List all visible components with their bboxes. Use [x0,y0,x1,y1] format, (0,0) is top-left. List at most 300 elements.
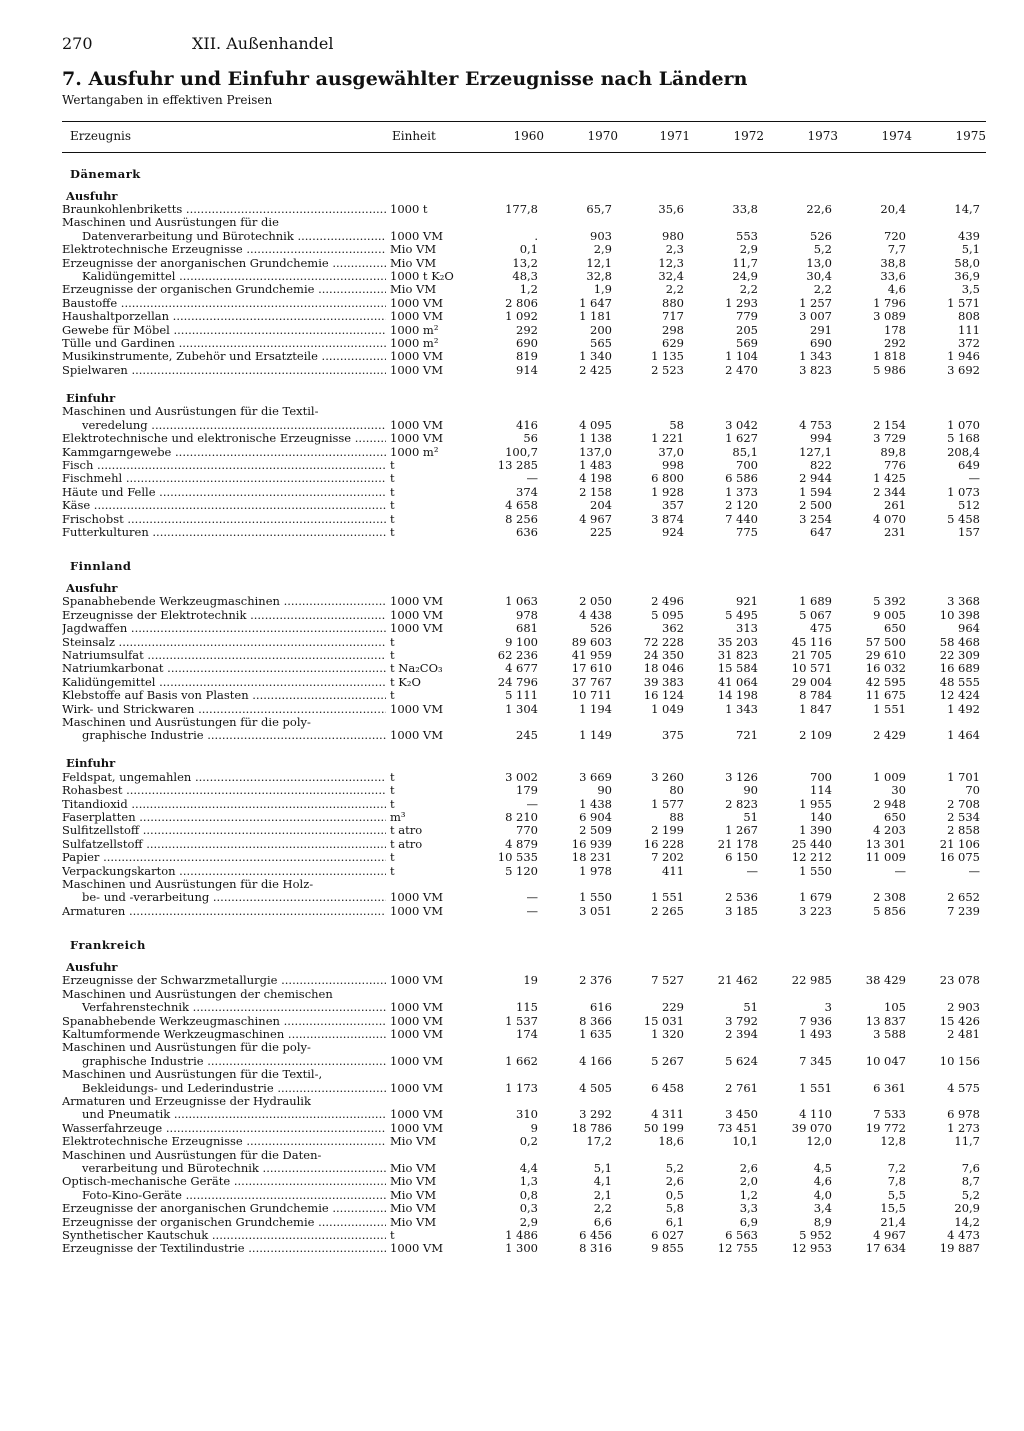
value-cell: 7,2 [887,1161,906,1175]
unit-cell: Mio VM [390,1135,437,1149]
empty-cell [472,1041,544,1054]
value-cell: 72 228 [643,635,684,649]
table-row [62,337,986,350]
value-cell: 569 [736,337,758,351]
unit-cell: 1000 VM [390,608,444,622]
table-row [62,974,986,987]
empty-cell [544,1095,618,1108]
unit-cell: t [390,770,395,784]
product-label: Kaltumformende Werkzeugmaschinen ..... [62,1028,386,1041]
value-cell: 6 563 [725,1229,758,1242]
value-cell: 5 267 [651,1054,684,1068]
value-cell: 1 049 [651,702,684,716]
empty-cell [472,716,544,729]
product-label: Kalidüngemittel ..... [82,270,386,283]
empty-cell [690,1041,764,1054]
product-label: Jagdwaffen ..... [62,622,386,635]
value-cell: 15 031 [643,1014,684,1028]
empty-cell [472,988,544,1001]
product-label: Armaturen ..... [62,905,386,918]
value-cell: 16 075 [939,851,980,865]
value-cell: 21,4 [880,1215,906,1229]
table-row [62,1175,986,1188]
value-cell: 4 753 [799,418,832,432]
product-name: Armaturen und Erzeugnisse der Hydraulik [62,1094,311,1108]
value-cell: 17 610 [571,662,612,676]
product-label: Kalidüngemittel ..... [62,676,386,689]
empty-cell [912,1068,986,1081]
value-cell: 225 [590,525,612,539]
value-cell: 14,7 [954,203,980,216]
product-name [62,1175,386,1188]
value-cell: 24 350 [643,648,684,662]
column-header-year: 1974 [838,122,912,153]
table-row [62,676,986,689]
product-label: Frischobst ..... [62,513,386,526]
value-cell: 111 [958,323,980,337]
value-cell: 2 948 [873,797,906,811]
value-cell: 6 027 [651,1229,684,1242]
value-cell: 700 [810,770,832,784]
product-label: Natriumkarbonat ..... [62,662,386,675]
value-cell: 775 [736,525,758,539]
unit-cell: 1000 VM [390,1081,444,1095]
value-cell: 808 [958,310,980,324]
value-cell: 5 495 [725,608,758,622]
product-label: Erzeugnisse der anorganischen Grundchemie ..... [62,257,386,270]
product-name [62,419,386,432]
value-cell: 88 [669,811,684,825]
value-cell: 11 675 [865,689,906,703]
product-label: Rohasbest ..... [62,784,386,797]
value-cell: 3 729 [873,432,906,446]
table-row [62,459,986,472]
value-cell: 80 [669,784,684,798]
table-row [62,283,986,296]
value-cell: 7 345 [799,1054,832,1068]
value-cell: 5 986 [873,363,906,377]
product-label: Erzeugnisse der anorganischen Grundchemie ..... [62,1202,386,1215]
table-row [62,824,986,837]
empty-cell [386,988,472,1001]
product-name [62,1108,386,1121]
value-cell: 721 [736,729,758,743]
value-cell: 11,7 [954,1135,980,1149]
table-row [62,636,986,649]
unit-cell: t [390,512,395,526]
flow-label: Einfuhr [66,756,116,771]
document-page [62,34,986,1256]
empty-cell [690,716,764,729]
value-cell: 616 [590,1001,612,1015]
value-cell: 1 149 [579,729,612,743]
value-cell: 73 451 [717,1121,758,1135]
value-cell: 1 551 [873,702,906,716]
empty-cell [544,405,618,418]
value-cell: 2 265 [651,904,684,918]
value-cell: 1 493 [799,1027,832,1041]
value-cell: 10,1 [732,1135,758,1149]
value-cell: 1 796 [873,296,906,310]
value-cell: 21 705 [791,648,832,662]
column-header-row [62,122,986,153]
value-cell: 1 425 [873,472,906,486]
product-name [62,1229,386,1242]
value-cell: 2 481 [947,1027,980,1041]
empty-cell [764,405,838,418]
value-cell: 647 [810,525,832,539]
empty-cell [472,405,544,418]
table-row [62,1082,986,1095]
value-cell: 6 800 [651,472,684,486]
product-name: Maschinen und Ausrüstungen für die Daten- [62,1148,322,1162]
value-cell: 512 [958,499,980,513]
value-cell: 21 462 [717,974,758,988]
value-cell: 115 [516,1001,538,1015]
empty-cell [912,216,986,229]
product-name [62,230,386,243]
table-row [62,609,986,622]
empty-cell [472,878,544,891]
value-cell: 51 [743,811,758,825]
product-name: Maschinen und Ausrüstungen für die Textil- [62,405,319,419]
table-row [62,784,986,797]
unit-cell: 1000 VM [390,729,444,743]
product-name [62,636,386,649]
value-cell: 6,9 [739,1215,758,1229]
value-cell: 1 073 [947,485,980,499]
value-cell: 42 595 [865,675,906,689]
value-cell: 4,6 [813,1175,832,1189]
unit-cell: 1000 VM [390,350,444,364]
unit-cell: 1000 VM [390,1121,444,1135]
table-row [62,499,986,512]
value-cell: 10 535 [497,851,538,865]
product-name [62,257,386,270]
table-row [62,419,986,432]
product-label: Synthetischer Kautschuk ..... [62,1229,386,1242]
value-cell: 3 002 [505,770,538,784]
product-label: Sulfitzellstoff ..... [62,824,386,837]
product-name [62,891,386,904]
product-name [62,350,386,363]
empty-cell [912,405,986,418]
product-name [62,1202,386,1215]
empty-cell [544,716,618,729]
unit-cell: Mio VM [390,256,437,270]
value-cell: 1,3 [519,1175,538,1189]
value-cell: 1 594 [799,485,832,499]
table-row [62,324,986,337]
value-cell: 5,1 [593,1161,612,1175]
value-cell: 10 571 [791,662,832,676]
value-cell: 12 755 [717,1242,758,1256]
unit-cell: t [390,864,395,878]
value-cell: 880 [662,296,684,310]
table-subtitle: Wertangaben in effektiven Preisen [62,93,273,107]
value-cell: 7,8 [887,1175,906,1189]
value-cell: 4 203 [873,824,906,838]
value-cell: . [534,229,538,243]
empty-cell [618,1095,690,1108]
table-row [62,297,986,310]
product-name [62,1242,386,1255]
product-label: Erzeugnisse der Elektrotechnik ..... [62,609,386,622]
value-cell: 9 100 [505,635,538,649]
unit-cell: Mio VM [390,243,437,257]
value-cell: 629 [662,337,684,351]
value-cell: 779 [736,310,758,324]
empty-cell [912,988,986,1001]
empty-cell [764,716,838,729]
value-cell: 57 500 [865,635,906,649]
value-cell: 229 [662,1001,684,1015]
value-cell: 105 [884,1001,906,1015]
column-header-year: 1975 [912,122,986,153]
value-cell: 5 458 [947,512,980,526]
value-cell: 717 [662,310,684,324]
value-cell: 62 236 [497,648,538,662]
empty-cell [838,988,912,1001]
value-cell: 2 394 [725,1027,758,1041]
empty-cell [764,216,838,229]
table-row [62,257,986,270]
value-cell: 6 456 [579,1229,612,1242]
value-cell: 18,6 [658,1135,684,1149]
value-cell: 2 158 [579,485,612,499]
value-cell: 2 534 [947,811,980,825]
value-cell: 6 978 [947,1108,980,1122]
empty-cell [912,1149,986,1162]
empty-cell [472,1149,544,1162]
product-name [62,662,386,675]
product-label: Erzeugnisse der Schwarzmetallurgie ..... [62,974,386,987]
country-name: Finnland [70,558,132,573]
unit-cell: 1000 m² [390,323,439,337]
value-cell: 2 470 [725,363,758,377]
value-cell: 8 210 [505,811,538,825]
product-name [62,1001,386,1014]
empty-cell [472,1068,544,1081]
value-cell: 3 792 [725,1014,758,1028]
product-label: Erzeugnisse der organischen Grundchemie ..... [62,283,386,296]
value-cell: 8 366 [579,1014,612,1028]
unit-cell: 1000 VM [390,229,444,243]
product-label: Spanabhebende Werkzeugmaschinen ..... [62,1015,386,1028]
value-cell: 2 761 [725,1081,758,1095]
product-name [62,838,386,851]
value-cell: — [746,864,758,878]
value-cell: 16 124 [643,689,684,703]
value-cell: 1 577 [651,797,684,811]
product-name [62,1028,386,1041]
value-cell: 439 [958,229,980,243]
value-cell: 565 [590,337,612,351]
product-name [62,689,386,702]
value-cell: 12,1 [586,256,612,270]
value-cell: 41 959 [571,648,612,662]
empty-cell [386,878,472,891]
unit-cell: 1000 m² [390,445,439,459]
value-cell: 38 429 [865,974,906,988]
empty-cell [912,878,986,891]
table-row [62,838,986,851]
table-row [62,1189,986,1202]
flow-label: Ausfuhr [66,959,118,974]
value-cell: 4 166 [579,1054,612,1068]
value-cell: 1 689 [799,595,832,609]
empty-cell [838,1095,912,1108]
value-cell: 2 903 [947,1001,980,1015]
flow-section-row [62,573,986,595]
value-cell: 8 784 [799,689,832,703]
product-name [62,364,386,377]
value-cell: 1 550 [579,891,612,905]
flow-section-row [62,383,986,405]
empty-cell [544,1149,618,1162]
product-label: graphische Industrie ..... [82,729,386,742]
product-name [62,811,386,824]
value-cell: 50 199 [643,1121,684,1135]
table-row [62,270,986,283]
value-cell: 0,2 [519,1135,538,1149]
value-cell: 16 689 [939,662,980,676]
unit-cell: 1000 m² [390,337,439,351]
value-cell: 1 647 [579,296,612,310]
value-cell: 4 967 [873,1229,906,1242]
value-cell: 3 254 [799,512,832,526]
value-cell: 85,1 [732,445,758,459]
value-cell: 2 425 [579,363,612,377]
flow-section-row [62,952,986,974]
value-cell: 475 [810,622,832,636]
product-name: Maschinen und Ausrüstungen der chemischen [62,987,333,1001]
empty-cell [690,1068,764,1081]
product-name [62,595,386,608]
value-cell: 2 120 [725,499,758,513]
table-row [62,310,986,323]
product-name [62,824,386,837]
value-cell: 5 095 [651,608,684,622]
product-label: Futterkulturen ..... [62,526,386,539]
value-cell: 58,0 [954,256,980,270]
value-cell: 179 [516,784,538,798]
value-cell: 6,6 [593,1215,612,1229]
unit-cell: t [390,472,395,486]
value-cell: 1 173 [505,1081,538,1095]
value-cell: 48,3 [512,270,538,284]
value-cell: 5,2 [961,1188,980,1202]
value-cell: 1 273 [947,1121,980,1135]
unit-cell: Mio VM [390,1188,437,1202]
value-cell: 16 032 [865,662,906,676]
product-label: Datenverarbeitung und Bürotechnik ..... [82,230,386,243]
product-label: Optisch-mechanische Geräte ..... [62,1175,386,1188]
value-cell: 36,9 [954,270,980,284]
product-name: Maschinen und Ausrüstungen für die Holz- [62,878,314,892]
value-cell: 690 [810,337,832,351]
value-cell: 32,4 [658,270,684,284]
value-cell: 2 496 [651,595,684,609]
table-row [62,1162,986,1175]
value-cell: 964 [958,622,980,636]
value-cell: 20,4 [880,203,906,216]
value-cell: 2 858 [947,824,980,838]
value-cell: 70 [965,784,980,798]
table-row [62,1108,986,1121]
empty-cell [618,405,690,418]
product-name [62,432,386,445]
country-name: Frankreich [70,937,146,952]
table-row-heading [62,405,986,418]
value-cell: 1 304 [505,702,538,716]
value-cell: 2 376 [579,974,612,988]
table-row [62,364,986,377]
table-row [62,595,986,608]
table-row [62,1242,986,1255]
value-cell: 1 257 [799,296,832,310]
product-name [62,1189,386,1202]
value-cell: 10 398 [939,608,980,622]
value-cell: 1 221 [651,432,684,446]
value-cell: 4 879 [505,837,538,851]
table-row [62,905,986,918]
unit-cell: 1000 VM [390,891,444,905]
empty-cell [838,1149,912,1162]
value-cell: 12 424 [939,689,980,703]
value-cell: 1 293 [725,296,758,310]
unit-cell: 1000 VM [390,1242,444,1256]
value-cell: 1 438 [579,797,612,811]
value-cell: 7 239 [947,904,980,918]
value-cell: 526 [590,622,612,636]
product-name [62,851,386,864]
value-cell: 33,8 [732,203,758,216]
value-cell: 1 483 [579,458,612,472]
value-cell: 3,4 [813,1202,832,1216]
product-name [62,1162,386,1175]
product-name [62,324,386,337]
empty-cell [472,1095,544,1108]
value-cell: 1 340 [579,350,612,364]
unit-cell: 1000 VM [390,432,444,446]
value-cell: 17 634 [865,1242,906,1256]
empty-cell [764,988,838,1001]
table-row [62,1202,986,1215]
value-cell: 681 [516,622,538,636]
product-name [62,676,386,689]
value-cell: 58 [669,418,684,432]
value-cell: 3 007 [799,310,832,324]
value-cell: 22 309 [939,648,980,662]
value-cell: 1 194 [579,702,612,716]
product-label: Baustoffe ..... [62,297,386,310]
product-name [62,446,386,459]
product-label: Erzeugnisse der organischen Grundchemie ..... [62,1216,386,1229]
table-row-heading [62,1041,986,1054]
value-cell: 1 662 [505,1054,538,1068]
product-label: veredelung ..... [82,419,386,432]
table-row [62,1216,986,1229]
product-name [62,499,386,512]
value-cell: 1 343 [725,702,758,716]
empty-cell [764,878,838,891]
product-label: Sulfatzellstoff ..... [62,838,386,851]
product-name [62,310,386,323]
value-cell: 29 004 [791,675,832,689]
value-cell: 2,2 [813,283,832,297]
product-label: und Pneumatik ..... [82,1108,386,1121]
